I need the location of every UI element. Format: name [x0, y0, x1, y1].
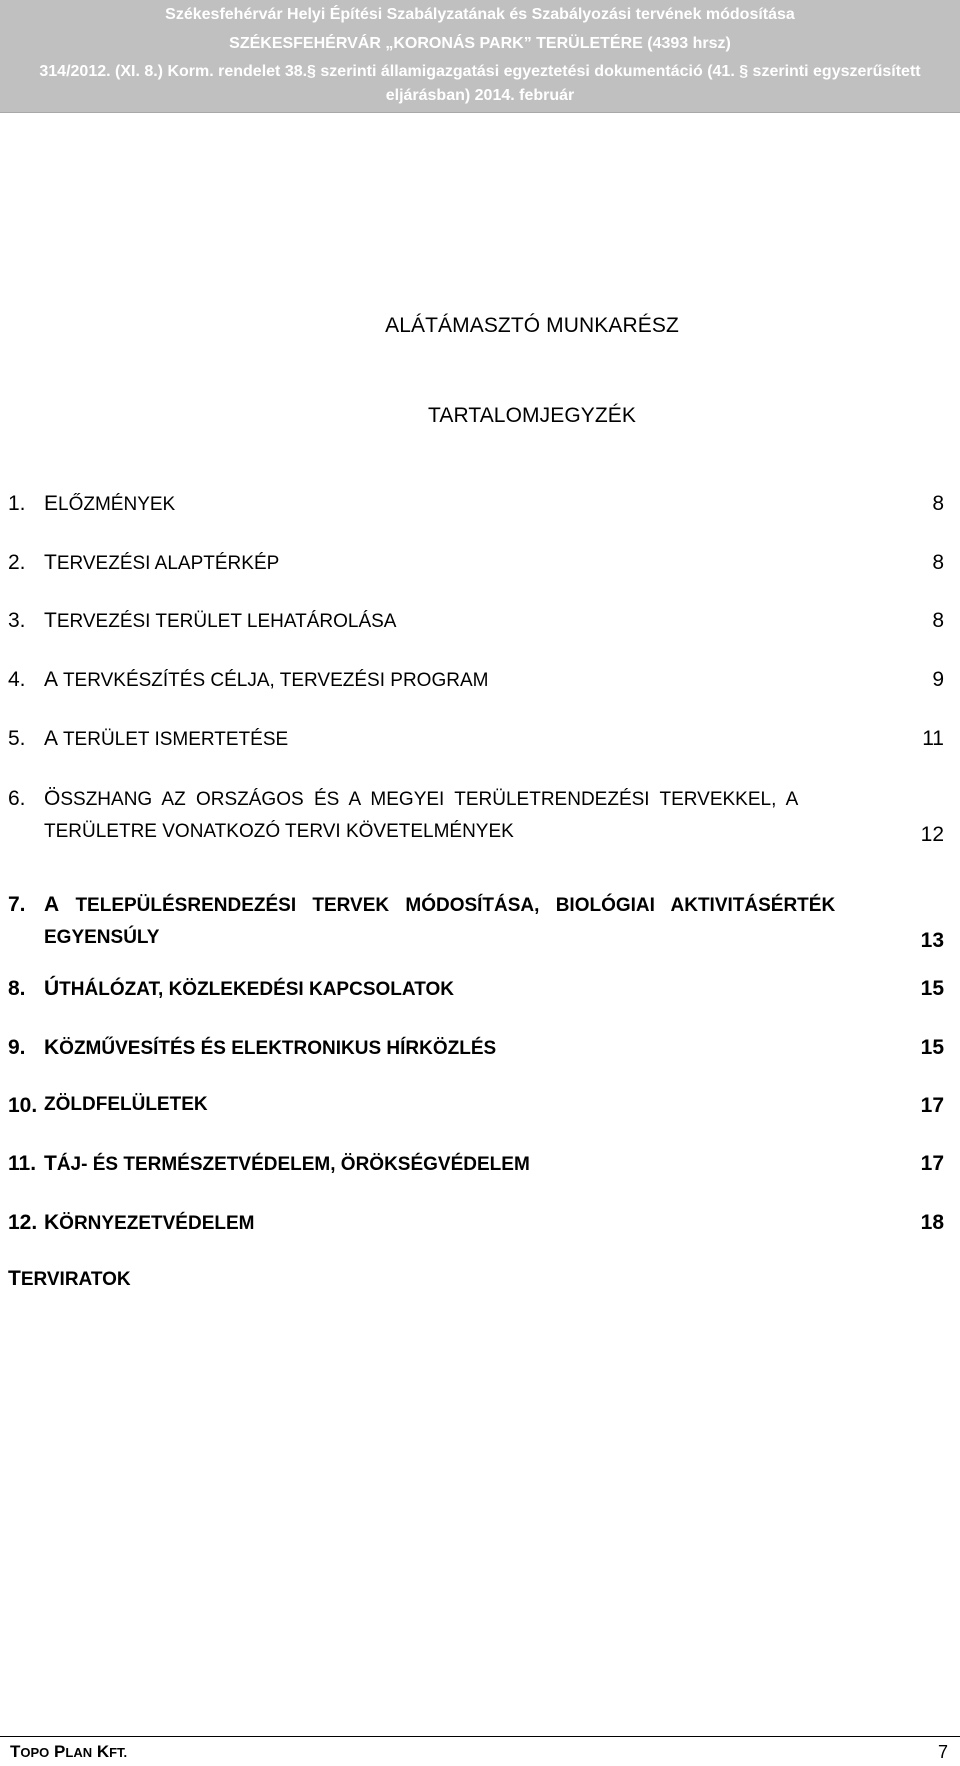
toc-entry-page: 8 [932, 551, 944, 574]
toc-entry-label: LŐZMÉNYEK [58, 494, 176, 515]
toc-entry-initial: K [44, 1211, 60, 1234]
toc-entry-label: TERÜLET ISMERTETÉSE [58, 729, 289, 750]
toc-entry-number: 1. [8, 492, 26, 515]
toc-entry-page: 15 [920, 977, 944, 1000]
toc-entry-label: ÖRNYEZETVÉDELEM [59, 1213, 255, 1234]
toc-entry-initial: E [44, 492, 59, 515]
toc-entry-initial: T [44, 1152, 57, 1175]
toc-entry-number: 7. [8, 893, 26, 916]
toc-entry-number: 6. [8, 787, 26, 810]
toc-entry-page: 8 [932, 609, 944, 632]
toc-entry-initial: T [8, 1267, 21, 1290]
toc-entry-label: SSZHANG AZ ORSZÁGOS ÉS A MEGYEI TERÜLETRENDEZÉSI TERVEKKEL, A [60, 789, 799, 810]
toc-entry-label: ÁJ- ÉS TERMÉSZETVÉDELEM, ÖRÖKSÉGVÉDELEM [56, 1154, 530, 1175]
toc-entry-number: 5. [8, 727, 26, 750]
toc-entry-label: ERVIRATOK [20, 1269, 131, 1290]
document-header [0, 0, 960, 113]
toc-entry-number: 12. [8, 1211, 38, 1234]
toc-entry-label: ERVEZÉSI ALAPTÉRKÉP [56, 553, 280, 574]
toc-entry-page: 18 [920, 1211, 944, 1234]
toc-entry-label: THÁLÓZAT, KÖZLEKEDÉSI KAPCSOLATOK [59, 979, 454, 1000]
footer-company: TOPO PLAN KFT. [10, 1742, 128, 1761]
toc-entry-initial: T [44, 551, 57, 574]
toc-entry-label-line2: EGYENSÚLY [44, 927, 160, 948]
header-title: Székesfehérvár Helyi Építési Szabályzatának és Szabályozási tervének módosítása [165, 6, 795, 23]
toc-entry-page: 9 [932, 668, 944, 691]
toc-entry-page: 12 [920, 823, 944, 846]
toc-entry-page: 15 [920, 1036, 944, 1059]
toc-entry-label: ÖZMŰVESÍTÉS ÉS ELEKTRONIKUS HÍRKÖZLÉS [59, 1038, 497, 1059]
toc-entry-number: 10. [8, 1094, 38, 1117]
toc-entry-initial: Ú [44, 977, 60, 1000]
toc-entry-number: 3. [8, 609, 26, 632]
toc-entry-page: 17 [920, 1152, 944, 1175]
header-date: eljárásban) 2014. február [385, 87, 575, 104]
toc-entry-label: TERVKÉSZÍTÉS CÉLJA, TERVEZÉSI PROGRAM [58, 670, 489, 691]
page-number: 7 [937, 1742, 948, 1762]
toc-entry-number: 9. [8, 1036, 26, 1059]
toc-entry-page: 13 [920, 929, 944, 952]
toc-entry-page: 8 [932, 492, 944, 515]
toc-entry-initial: A [44, 668, 59, 691]
toc-entry-initial: A [44, 893, 60, 916]
toc-entry-6[interactable] [8, 787, 944, 847]
header-procedure: 314/2012. (XI. 8.) Korm. rendelet 38.§ szerinti államigazgatási egyeztetési dokumentáció (41. § szerinti egyszerűsített [39, 63, 921, 80]
toc-entry-initial: K [44, 1036, 60, 1059]
toc-entry-initial: A [44, 727, 59, 750]
section-title: ALÁTÁMASZTÓ MUNKARÉSZ [385, 314, 679, 337]
toc-entry-label: ZÖLDFELÜLETEK [44, 1094, 208, 1115]
toc-entry-number: 4. [8, 668, 26, 691]
toc-title: TARTALOMJEGYZÉK [427, 404, 637, 427]
toc-entry-page: 17 [920, 1094, 944, 1117]
toc-entry-label: TELEPÜLÉSRENDEZÉSI TERVEK MÓDOSÍTÁSA, BIOLÓGIAI AKTIVITÁSÉRTÉK [59, 895, 836, 916]
toc-entry-label: ERVEZÉSI TERÜLET LEHATÁROLÁSA [56, 611, 397, 632]
toc-entry-initial: T [44, 609, 57, 632]
toc-entry-label-line2: TERÜLETRE VONATKOZÓ TERVI KÖVETELMÉNYEK [44, 821, 514, 842]
header-subtitle: SZÉKESFEHÉRVÁR „KORONÁS PARK” TERÜLETÉRE (4393 hrsz) [229, 35, 731, 52]
toc-entry-number: 11. [8, 1152, 37, 1175]
footer-divider [0, 1736, 960, 1737]
toc-entry-initial: Ö [44, 787, 61, 810]
toc-entry-7[interactable] [8, 893, 944, 953]
toc-entry-number: 2. [8, 551, 26, 574]
toc-entry-number: 8. [8, 977, 26, 1000]
toc-entry-page: 11 [922, 727, 944, 750]
